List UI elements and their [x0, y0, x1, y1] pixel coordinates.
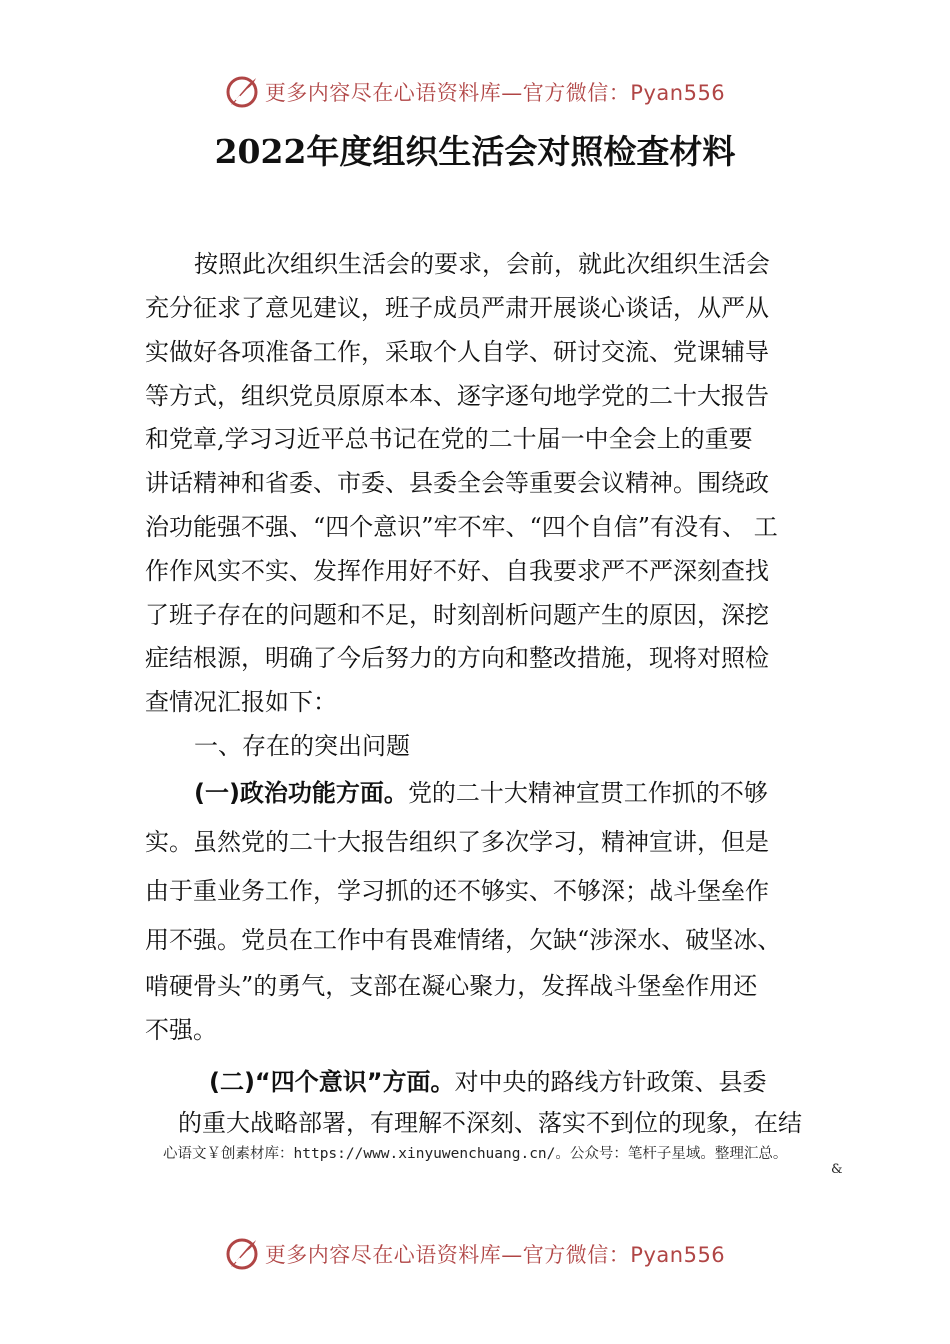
paragraph-line: 实做好各项准备工作，采取个人自学、研讨交流、党课辅导	[145, 338, 769, 366]
paragraph-line: 治功能强不强、“四个意识”牢不牢、“四个自信”有没有、 工	[145, 513, 778, 541]
paragraph-line: 讲话精神和省委、市委、县委全会等重要会议精神。围绕政	[145, 469, 769, 497]
paragraph-line: 作作风实不实、发挥作用好不好、自我要求严不严深刻查找	[145, 557, 769, 585]
quill-logo-icon	[225, 1237, 259, 1271]
paragraph-line: 用不强。党员在工作中有畏难情绪，欠缺“涉深水、破坚冰、	[145, 926, 782, 954]
item-heading: (二)“四个意识”方面。	[209, 1068, 455, 1096]
paragraph-line: 充分征求了意见建议，班子成员严肃开展谈心谈话，从严从	[145, 294, 769, 322]
item-text: 党的二十大精神宣贯工作抓的不够	[407, 779, 768, 807]
document-title: 2022年度组织生活会对照检查材料	[214, 132, 736, 171]
watermark-text: 更多内容尽在心语资料库—官方微信：Pyan556	[264, 1243, 726, 1267]
paragraph-line: 由于重业务工作，学习抓的还不够实、不够深；战斗堡垒作	[145, 877, 769, 905]
paragraph-line: 查情况汇报如下：	[145, 688, 337, 716]
item-text: 对中央的路线方针政策、县委	[454, 1068, 767, 1096]
paragraph-line: 等方式，组织党员原原本本、逐字逐句地学党的二十大报告	[145, 382, 769, 410]
header-watermark	[0, 72, 950, 112]
paragraph-line: 和党章,学习习近平总书记在党的二十届一中全会上的重要	[145, 425, 753, 453]
section-heading: 一、存在的突出问题	[194, 732, 410, 760]
paragraph-line: 不强。	[145, 1016, 217, 1044]
paragraph-line: 症结根源，明确了今后努力的方向和整改措施，现将对照检	[145, 644, 769, 672]
paragraph-line: 了班子存在的问题和不足，时刻剖析问题产生的原因，深挖	[145, 601, 769, 629]
item-first-line	[209, 1067, 766, 1097]
paragraph-line: 的重大战略部署，有理解不深刻、落实不到位的现象，在结	[178, 1109, 802, 1137]
paragraph-line: 实。虽然党的二十大报告组织了多次学习，精神宣讲，但是	[145, 828, 769, 856]
paragraph-line: 按照此次组织生活会的要求，会前，就此次组织生活会	[194, 250, 770, 278]
footer-watermark	[0, 1234, 950, 1274]
item-first-line	[194, 778, 768, 808]
footnote-mark: &	[831, 1162, 843, 1177]
item-heading: (一)政治功能方面。	[194, 779, 408, 807]
watermark-text: 更多内容尽在心语资料库—官方微信：Pyan556	[264, 81, 726, 105]
footnote: 心语文￥创素材库：https://www.xinyuwenchuang.cn/。公众号：笔杆子星域。整理汇总。	[163, 1146, 788, 1162]
quill-logo-icon	[225, 75, 259, 109]
paragraph-line: 啃硬骨头”的勇气，支部在凝心聚力，发挥战斗堡垒作用还	[145, 972, 758, 1000]
